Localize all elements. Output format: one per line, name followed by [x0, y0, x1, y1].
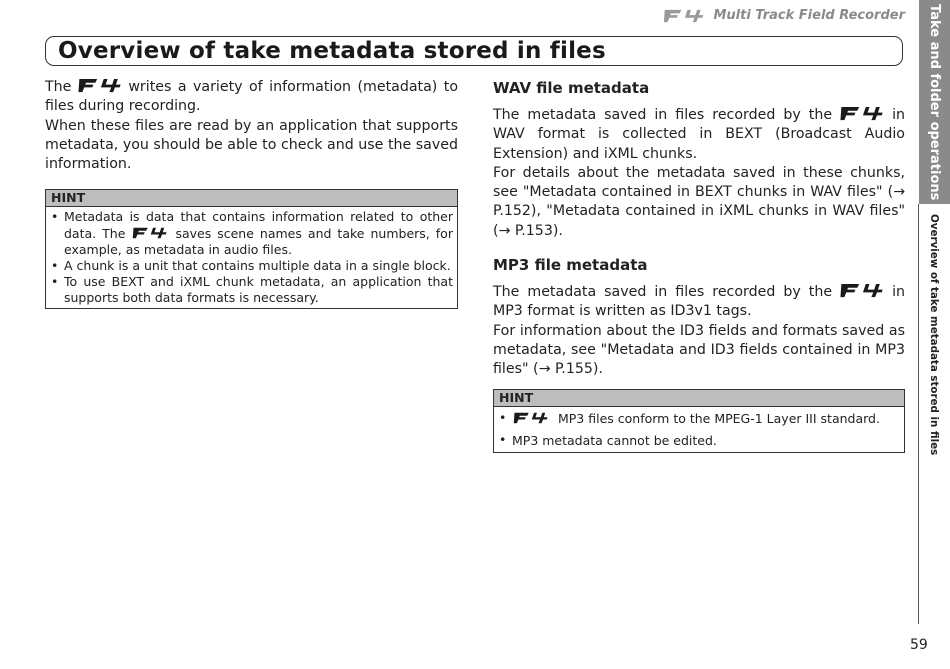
left-column — [45, 78, 458, 309]
f4-logo-icon — [840, 106, 884, 121]
wav-p1-before: The metadata saved in files recorded by the — [493, 107, 833, 123]
hint-item-1 — [51, 209, 453, 257]
wav-heading: WAV file metadata — [493, 79, 650, 97]
page-title: Overview of take metadata stored in files — [58, 38, 606, 64]
hint-right-item-1: MP3 files conform to the MPEG-1 Layer III standard. — [557, 410, 880, 426]
hint-item-1-b: saves scene names and take numbers, for example, as metadata in audio files. — [64, 225, 453, 257]
wav-paragraph-2: For details about the metadata saved in these chunks, see "Metadata contained in BEXT chunks in WAV files" (→ P.152), "Metadata contained in iXML chunks in WAV files" (→ P.153). — [493, 164, 905, 239]
mp3-p1-before: The metadata saved in files recorded by the — [493, 284, 833, 301]
side-divider-line — [918, 204, 919, 624]
mp3-paragraph-1 — [493, 283, 905, 322]
intro-paragraph-1 — [45, 78, 458, 117]
hint-item-3: • To use BEXT and iXML chunk metadata, an application that supports both data formats is necessary. — [51, 274, 453, 306]
wav-p1-after: in WAV format is collected in BEXT (Broadcast Audio Extension) and iXML chunks. — [493, 107, 906, 162]
page-title-box — [45, 36, 903, 66]
right-column — [493, 78, 905, 453]
wav-paragraph-1 — [493, 106, 905, 164]
f4-logo-icon — [840, 283, 884, 298]
side-chapter-tab — [919, 0, 950, 204]
header-product — [661, 8, 905, 23]
f4-logo-icon — [661, 9, 707, 23]
product-subtitle: Multi Track Field Recorder — [713, 8, 905, 23]
mp3-p1-after: in MP3 format is written as ID3v1 tags. — [493, 284, 906, 320]
f4-logo-icon — [78, 78, 122, 93]
hint-item-2: • MP3 metadata cannot be edited. — [499, 432, 900, 451]
hint-heading: HINT — [494, 390, 904, 407]
f4-logo-icon — [131, 227, 169, 239]
mp3-paragraph-2: For information about the ID3 fields and formats saved as metadata, see "Metadata and ID3 fields contained in MP3 files" (→ P.155). — [493, 322, 905, 378]
hint-list — [494, 407, 904, 452]
side-subsection-label: Overview of take metadata stored in files — [928, 214, 940, 456]
hint-item-1 — [499, 410, 900, 429]
intro-p1-before: The — [45, 79, 72, 95]
hint-box-left — [45, 189, 458, 309]
f4-logo-icon — [512, 412, 550, 424]
hint-item-1-a: Metadata is data that contains information related to other data. The — [64, 209, 453, 241]
intro-paragraph-2: When these files are read by an application that supports metadata, you should be able to check and use the saved information. — [45, 117, 458, 173]
intro-p1-after: writes a variety of information (metadata) to files during recording. — [45, 79, 459, 115]
mp3-heading: MP3 file metadata — [493, 256, 648, 275]
hint-item-2: • A chunk is a unit that contains multiple data in a single block. — [51, 258, 453, 274]
page-number: 59 — [910, 637, 928, 653]
hint-box-right — [493, 389, 905, 453]
side-tab-label: Take and folder operations — [927, 3, 942, 201]
hint-heading: HINT — [46, 190, 457, 207]
hint-list — [46, 207, 457, 308]
